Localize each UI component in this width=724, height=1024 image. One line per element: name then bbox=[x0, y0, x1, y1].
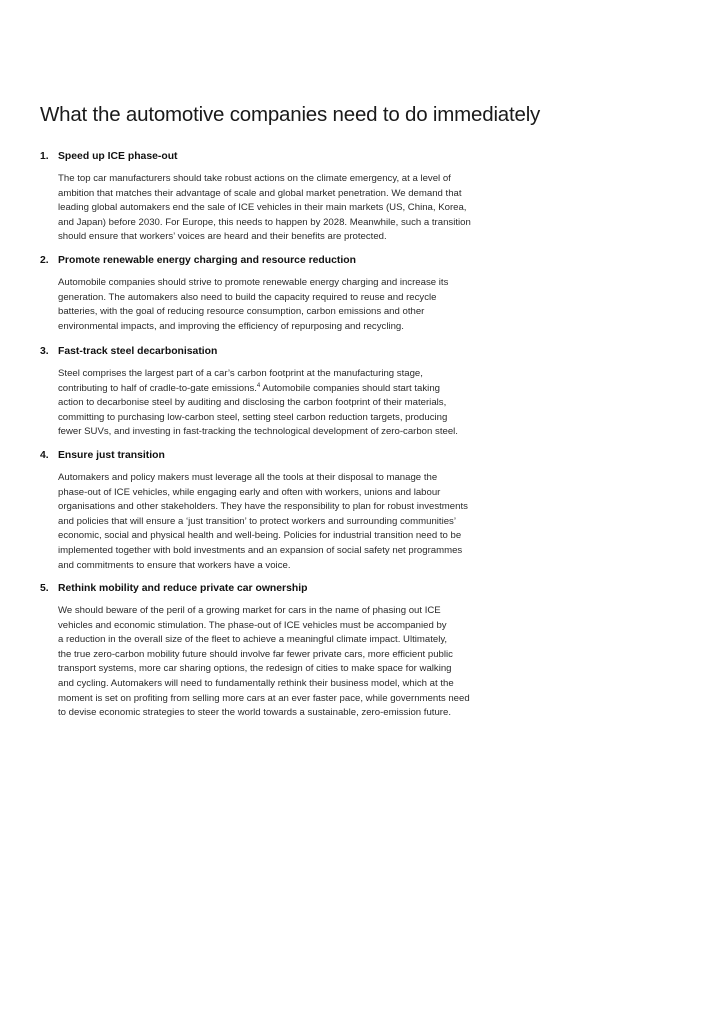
section-rethink-mobility bbox=[40, 582, 680, 721]
section-heading bbox=[40, 150, 680, 164]
section-speed-up-ice-phase-out bbox=[40, 150, 680, 245]
body-line: the true zero-carbon mobility future should involve far fewer private cars, more efficient public bbox=[58, 648, 453, 660]
section-title: Fast-track steel decarbonisation bbox=[58, 346, 218, 357]
section-steel-decarbonisation bbox=[40, 345, 680, 440]
section-body bbox=[58, 276, 528, 334]
body-line: organisations and other stakeholders. They have the responsibility to plan for robust investments bbox=[58, 501, 468, 513]
body-line: committing to purchasing low-carbon steel, setting steel carbon reduction targets, producing bbox=[58, 411, 448, 423]
body-line: transport systems, more car sharing options, the redesign of cities to make space for walking bbox=[58, 663, 452, 675]
body-line: and commitments to ensure that workers have a voice. bbox=[58, 559, 291, 571]
section-number: 4. bbox=[40, 450, 49, 461]
body-line: ambition that matches their advantage of scale and global market penetration. We demand that bbox=[58, 187, 462, 199]
section-heading bbox=[40, 582, 680, 596]
body-line: implemented together with bold investments and an expansion of social safety net programmes bbox=[58, 544, 463, 556]
section-renewable-charging bbox=[40, 254, 680, 334]
section-heading bbox=[40, 254, 680, 268]
section-heading bbox=[40, 345, 680, 359]
body-line: Steel comprises the largest part of a car’s carbon footprint at the manufacturing stage, bbox=[58, 368, 423, 379]
body-line-text: contributing to half of cradle-to-gate emissions. bbox=[58, 382, 257, 394]
body-line: to devise economic strategies to steer the world towards a sustainable, zero-emission future. bbox=[58, 707, 452, 719]
body-line: Automobile companies should strive to promote renewable energy charging and increase its bbox=[58, 277, 449, 288]
body-line: The top car manufacturers should take robust actions on the climate emergency, at a level of bbox=[58, 173, 451, 184]
section-title: Ensure just transition bbox=[58, 450, 165, 461]
section-heading bbox=[40, 449, 680, 463]
body-line: Automakers and policy makers must leverage all the tools at their disposal to manage the bbox=[58, 472, 438, 483]
body-line bbox=[58, 382, 528, 397]
section-number: 1. bbox=[40, 151, 49, 162]
section-body bbox=[58, 172, 528, 245]
body-line: should ensure that workers’ voices are heard and their benefits are protected. bbox=[58, 231, 387, 243]
page-title: What the automotive companies need to do immediately bbox=[40, 103, 541, 126]
body-line: and policies that will ensure a ‘just transition’ to protect workers and surrounding communities’ bbox=[58, 515, 456, 527]
body-line: vehicles and economic stimulation. The phase-out of ICE vehicles must be accompanied by bbox=[58, 619, 447, 631]
body-line: a reduction in the overall size of the fleet to achieve a meaningful climate impact. Ultimately, bbox=[58, 634, 448, 646]
section-number: 2. bbox=[40, 255, 49, 266]
section-title: Promote renewable energy charging and resource reduction bbox=[58, 255, 356, 266]
body-line: We should beware of the peril of a growing market for cars in the name of phasing out ICE bbox=[58, 605, 441, 616]
footnote-marker: 4 bbox=[256, 382, 261, 389]
body-line: generation. The automakers also need to build the capacity required to reuse and recycle bbox=[58, 291, 437, 303]
section-body bbox=[58, 367, 528, 440]
section-number: 5. bbox=[40, 583, 49, 594]
body-line: action to decarbonise steel by auditing and disclosing the carbon footprint of their materials, bbox=[58, 397, 447, 409]
section-just-transition bbox=[40, 449, 680, 573]
section-title: Speed up ICE phase-out bbox=[58, 151, 178, 162]
body-line-text: Automobile companies should start taking bbox=[260, 382, 440, 394]
body-line: phase-out of ICE vehicles, while engaging early and often with workers, unions and labour bbox=[58, 486, 441, 498]
body-line: environmental impacts, and improving the efficiency of repurposing and recycling. bbox=[58, 320, 404, 332]
body-line: and cycling. Automakers will need to fundamentally rethink their business model, which at the bbox=[58, 677, 454, 689]
section-title: Rethink mobility and reduce private car ownership bbox=[58, 583, 308, 594]
body-line: economic, social and physical health and well-being. Policies for industrial transition need to be bbox=[58, 530, 462, 542]
body-line: batteries, with the goal of reducing resource consumption, carbon emissions and other bbox=[58, 306, 425, 318]
body-line: leading global automakers end the sale of ICE vehicles in their main markets (US, China, Korea, bbox=[58, 202, 467, 214]
section-body bbox=[58, 604, 528, 721]
section-number: 3. bbox=[40, 346, 49, 357]
section-body bbox=[58, 471, 528, 573]
body-line: and Japan) before 2030. For Europe, this needs to happen by 2028. Meanwhile, such a transition bbox=[58, 216, 471, 228]
body-line: moment is set on profiting from selling more cars at an ever faster pace, while governments need bbox=[58, 692, 470, 704]
body-line: fewer SUVs, and investing in fast-tracking the technological development of zero-carbon steel. bbox=[58, 426, 458, 438]
